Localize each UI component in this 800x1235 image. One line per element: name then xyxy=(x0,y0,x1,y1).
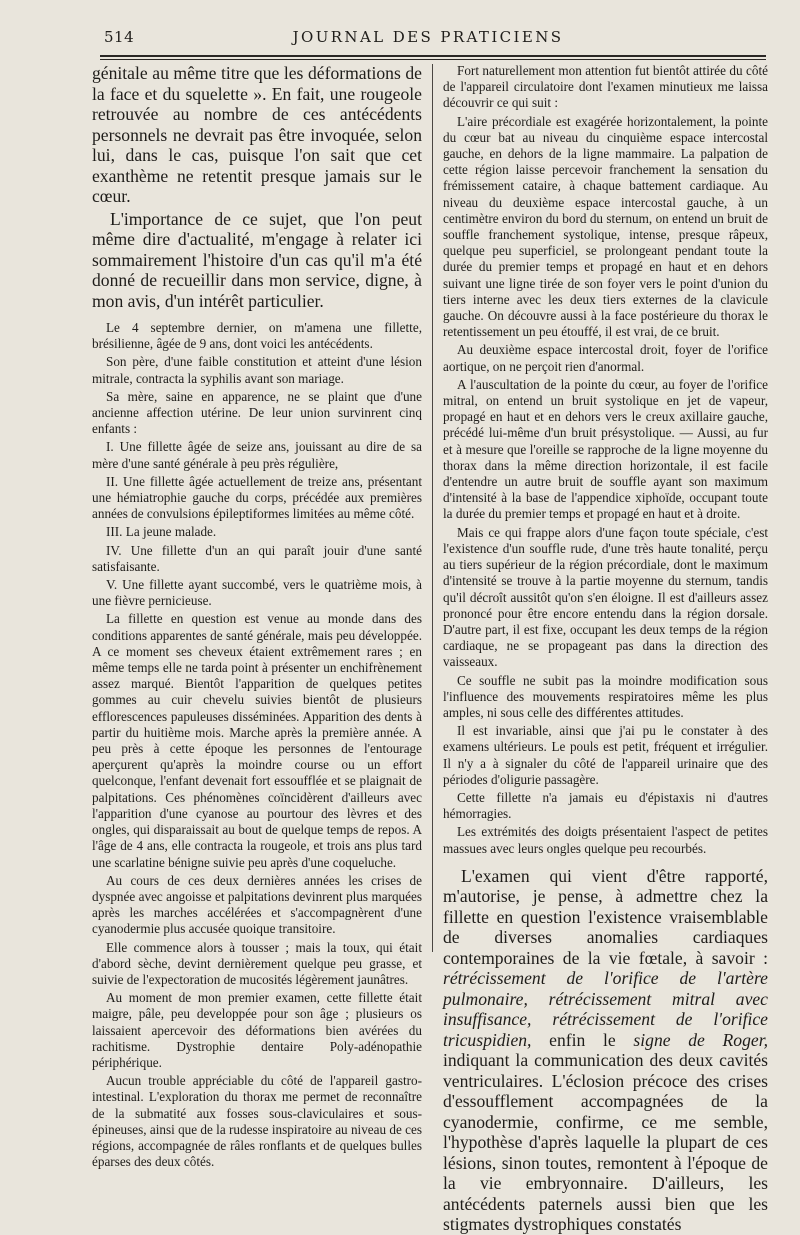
left-paragraph-6: I. Une fillette âgée de seize ans, jouissant au dire de sa mère d'une santé générale à peu près régulière, xyxy=(92,439,422,471)
left-paragraph-5: Sa mère, saine en apparence, ne se plaint que d'une ancienne affection utérine. De leur union survinrent cinq enfants : xyxy=(92,388,422,437)
conclusion-text-a: L'examen qui vient d'être rapporté, m'autorise, je pense, à admettre chez la fillette en question l'existence vraisemblable de diverses anomalies cardiaques contemporaines de la vie fœtale, à savoir : xyxy=(443,865,768,968)
right-paragraph-7: Il est invariable, ainsi que j'ai pu le constater à des examens ultérieurs. Le pouls est petit, fréquent et irrégulier. Il n'y a à signaler du côté de l'appareil urinaire que des périodes d'oligurie passagère. xyxy=(443,723,768,787)
right-paragraph-2: L'aire précordiale est exagérée horizontalement, la pointe du cœur bat au niveau du cinquième espace intercostal gauche, en dehors de la ligne mammaire. La palpation de cette région laisse percevoir franchement la sensation du frémissement cataire, à chaque battement cardiaque. Au niveau du deuxième espace intercostal gauche, à un centimètre environ du bord du sternum, on entend un bruit de souffle franchement systolique, intense, presque râpeux, quelque peu superficiel, se prolongeant pendant toute la durée du premier temps et propagé en haut et en dehors suivant une ligne tirée de son foyer vers le point d'union du tiers interne avec les deux tiers externes de la clavicule gauche. On découvre aussi à la face postérieure du thorax le retentissement un peu étouffé, il est vrai, de ce bruit. xyxy=(443,113,768,340)
header-rule-thin xyxy=(100,59,766,60)
left-paragraph-4: Son père, d'une faible constitution et atteint d'une lésion mitrale, contracta la syphilis avant son mariage. xyxy=(92,354,422,386)
left-paragraph-10: V. Une fillette ayant succombé, vers le quatrième mois, à une fièvre pernicieuse. xyxy=(92,577,422,609)
left-paragraph-3: Le 4 septembre dernier, on m'amena une fillette, brésilienne, âgée de 9 ans, dont voici les antécédents. xyxy=(92,320,422,352)
conclusion-roger-sign-italic: signe de Roger, xyxy=(633,1029,768,1050)
left-paragraph-13: Elle commence alors à tousser ; mais la toux, qui était d'abord sèche, devint dernièrement quelque peu grasse, et suivie de l'expectoration de mucosités légèrement jaunâtres. xyxy=(92,939,422,987)
header-rule xyxy=(100,55,766,57)
left-column xyxy=(92,63,422,1170)
right-paragraph-6: Ce souffle ne subit pas la moindre modification sous l'influence des mouvements respiratoires même les plus amples, ni sous celle des différentes attitudes. xyxy=(443,672,768,720)
left-paragraph-8: III. La jeune malade. xyxy=(106,524,217,540)
right-paragraph-1: Fort naturellement mon attention fut bientôt attirée du côté de l'appareil circulatoire dont l'examen minutieux me laissa découvrir ce qui suit : xyxy=(443,63,768,111)
conclusion-text-c: indiquant la communication des deux cavités ventriculaires. L'éclosion précoce des crises d'essoufflement accompagnées de la cyanodermie, confirme, ce me semble, l'hypothèse d'après laquelle la plupart de ces lésions, sinon toutes, remontent à l'époque de la vie embryonnaire. D'ailleurs, les antécédents paternels aussi bien que les stigmates dystrophiques constatés xyxy=(443,1050,768,1235)
right-paragraph-5: Mais ce qui frappe alors d'une façon toute spéciale, c'est l'existence d'un souffle rude, d'une très haute tonalité, perçu au tiers supérieur de la région précordiale, dont le maximum d'intensité se trouve à la partie moyenne du sternum, tandis qu'il décroît aussitôt qu'on s'en éloigne. Il est d'ailleurs assez prononcé pour être encore entendu dans la région dorsale. D'autre part, il est fixe, occupant les deux temps de la région cardiaque, ne se propageant pas dans la direction des vaisseaux. xyxy=(443,524,768,670)
page-header xyxy=(92,24,764,46)
left-paragraph-1: génitale au même titre que les déformations de la face et du squelette ». En fait, une rougeole retrouvée au nombre de ces antécédents personnels ne devrait pas être invoquée, selon lui, dans le cas, puisque l'on sait que cet exanthème ne retentit presque jamais sur le cœur. xyxy=(92,63,422,206)
left-paragraph-11: La fillette en question est venue au monde dans des conditions apparentes de santé générale, mais peu développée. A ce moment ses cheveux étaient extrêmement rares ; en même temps elle ne tarda point à présenter un enchifrènement assez marqué. Bientôt l'apparition de quelques petites gommes au cuir chevelu suivies bientôt de plusieurs efflorescences papuleuses disséminées. Apparition des dents à partir du huitième mois. Marche après la première année. A peu près à cette époque les personnes de l'entourage aperçurent qu'après la moindre course ou un effort quelconque, l'enfant devenait fort essoufflée et se plaignait de palpitations. Ces phénomènes coïncidèrent d'ailleurs avec l'apparition d'une cyanose au pourtour des lèvres et des ongles, qui disparaissait au bout de quelque temps de repos. A l'âge de 4 ans, elle contracta la rougeole, et trois ans plus tard une scarlatine bénigne suivie peu après d'une coqueluche. xyxy=(92,611,422,870)
left-paragraph-12: Au cours de ces deux dernières années les crises de dyspnée avec angoisse et palpitations devinrent plus marquées après les marches accélérées et s'accompagnèrent d'une cyanodermie plus accusée quoique transitoire. xyxy=(92,872,422,937)
left-paragraph-2: L'importance de ce sujet, que l'on peut même dire d'actualité, m'engage à relater ici sommairement l'histoire d'un cas qu'il m'a été donné de recueillir dans mon service, digne, à mon avis, d'un intérêt particulier. xyxy=(92,208,422,311)
left-paragraph-14: Au moment de mon premier examen, cette fillette était maigre, pâle, peu developpée pour son âge ; plusieurs os laissaient apercevoir des déformations bien avérées du rachitisme. Dystrophie dentaire Poly-adénopathie périphérique. xyxy=(92,990,422,1070)
left-paragraph-9: IV. Une fillette d'un an qui paraît jouir d'une santé satisfaisante. xyxy=(92,542,422,574)
right-paragraph-3: Au deuxième espace intercostal droit, foyer de l'orifice aortique, on ne perçoit rien d'anormal. xyxy=(443,342,768,374)
right-column xyxy=(443,63,768,1235)
left-paragraph-15: Aucun trouble appréciable du côté de l'appareil gastro-intestinal. L'exploration du thorax me permet de reconnaître de la submatité aux fosses sous-claviculaires et sous-épineuses, ainsi que de la rudesse inspiratoire au niveau de ces régions, accompagnée de râles ronflants et de quelques bulles éparses des deux côtés. xyxy=(92,1073,422,1170)
conclusion-lesions-italic: rétrécissement de l'orifice de l'artère pulmonaire, rétrécissement mitral avec insuffisance, rétrécissement de l'orifice tricuspidien, xyxy=(443,968,768,1050)
page-number: 514 xyxy=(104,28,135,46)
conclusion-text-b: enfin le xyxy=(531,1029,634,1050)
right-paragraph-10 xyxy=(443,866,768,1235)
right-paragraph-4: A l'auscultation de la pointe du cœur, au foyer de l'orifice mitral, on entend un bruit systolique en jet de vapeur, propagé en haut et en dehors vers le creux axillaire gauche, précédé lui-même d'un bruit présystolique. — Aussi, au fur et à mesure que l'oreille se rapproche de la ligne moyenne du thorax dans la même direction horizontale, il est facile d'entendre un autre bruit de souffle ayant son maximum d'intensité à la base de l'appendice xiphoïde, occupant toute la durée du premier temps et propagé en haut et à droite. xyxy=(443,376,768,522)
right-paragraph-9: Les extrémités des doigts présentaient l'aspect de petites massues avec leurs ongles quelque peu recourbés. xyxy=(443,824,768,856)
left-paragraph-7: II. Une fillette âgée actuellement de treize ans, présentant une hémiatrophie gauche du corps, précédée aux premières années de convulsions épileptiformes limitées au même côté. xyxy=(92,473,422,522)
right-paragraph-8: Cette fillette n'a jamais eu d'épistaxis ni d'autres hémorragies. xyxy=(443,789,768,822)
journal-title: JOURNAL DES PRATICIENS xyxy=(292,28,564,46)
column-divider xyxy=(432,64,433,952)
